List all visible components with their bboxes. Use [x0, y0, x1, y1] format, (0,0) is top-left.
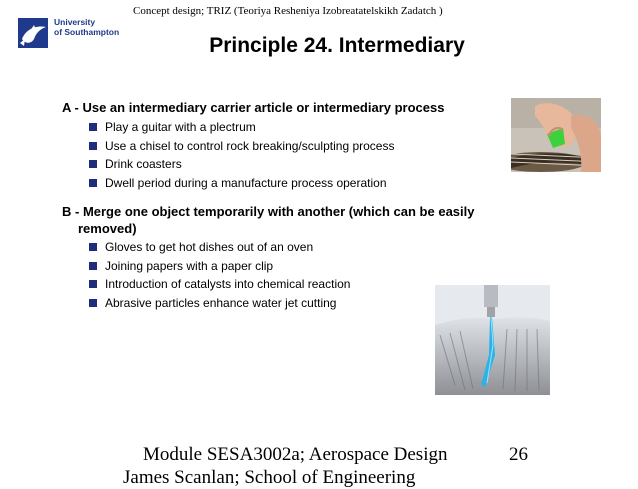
list-item: [89, 257, 350, 276]
list-item: [89, 275, 350, 294]
list-item: [89, 294, 350, 313]
list-item: [89, 137, 394, 156]
list-item-text: Gloves to get hot dishes out of an oven: [105, 240, 314, 254]
section-b-heading: [62, 203, 474, 237]
page-number: 26: [509, 444, 528, 465]
section-b-heading-line-2: removed): [78, 221, 137, 236]
list-item: [89, 155, 394, 174]
list-item-text: Abrasive particles enhance water jet cutting: [105, 295, 337, 310]
footer-author: James Scanlan; School of Engineering: [123, 467, 416, 488]
bullet-square-icon: [89, 299, 97, 307]
section-a-list: [89, 118, 394, 192]
water-jet-cutting-photo: [435, 285, 550, 395]
bullet-square-icon: [89, 262, 97, 270]
list-item-text: Introduction of catalysts into chemical reaction: [105, 277, 351, 291]
list-item-text: Play a guitar with a plectrum: [105, 120, 256, 134]
list-item-text: Joining papers with a paper clip: [105, 258, 274, 273]
section-a-heading: A - Use an intermediary carrier article or intermediary process: [62, 100, 445, 115]
list-item: [89, 238, 350, 257]
logo-line-1: University: [54, 17, 96, 27]
list-item: [89, 118, 394, 137]
list-item-text: Use a chisel to control rock breaking/sculpting process: [105, 138, 395, 153]
bullet-square-icon: [89, 179, 97, 187]
section-b-heading-line-1: B - Merge one object temporarily with another (which can be easily: [62, 204, 475, 219]
logo-line-2: of Southampton: [54, 27, 120, 37]
footer-module: Module SESA3002a; Aerospace Design: [143, 444, 448, 465]
page-title: [0, 34, 638, 58]
bullet-square-icon: [89, 160, 97, 168]
page-title-text: Principle 24. Intermediary: [209, 34, 465, 57]
top-note: Concept design; TRIZ (Teoriya Resheniya Izobreatatelskikh Zadatch ): [133, 5, 443, 17]
list-item: [89, 174, 394, 193]
list-item-text: Drink coasters: [105, 157, 182, 171]
bullet-square-icon: [89, 142, 97, 150]
bullet-square-icon: [89, 243, 97, 251]
bullet-square-icon: [89, 123, 97, 131]
guitar-plectrum-photo: [511, 98, 601, 172]
bullet-square-icon: [89, 280, 97, 288]
section-b-list: [89, 238, 350, 312]
list-item-text: Dwell period during a manufacture process operation: [105, 175, 387, 190]
